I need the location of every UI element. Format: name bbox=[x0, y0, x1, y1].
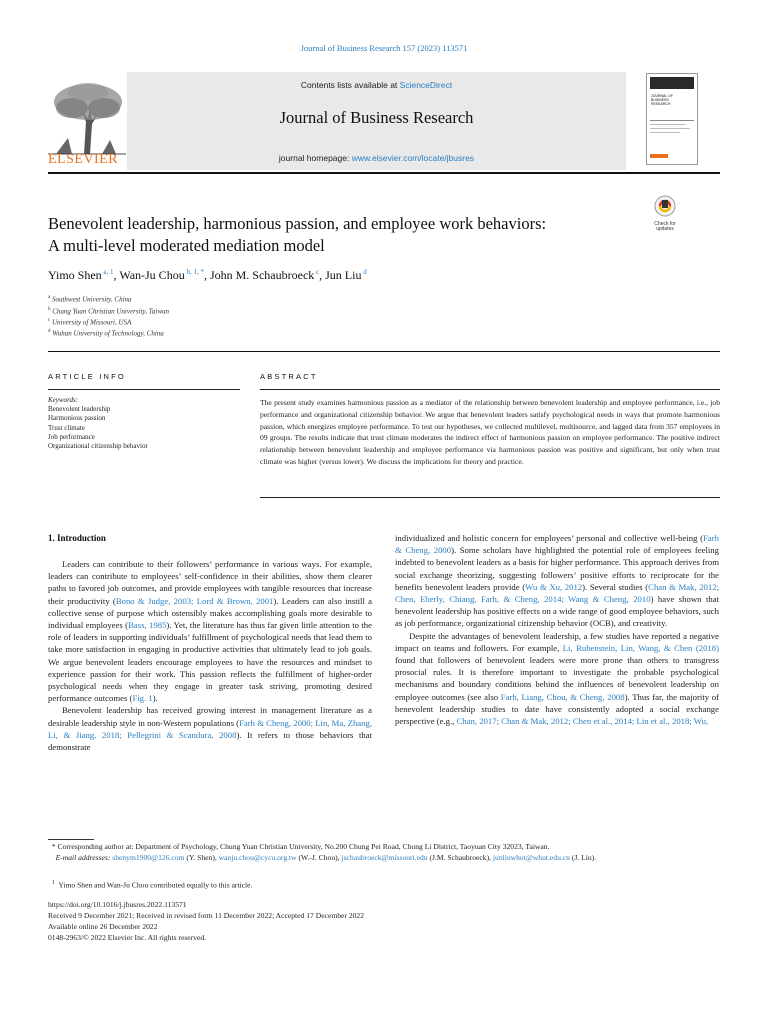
citation-link[interactable]: Wu & Xu, 2012 bbox=[525, 581, 583, 592]
author-list bbox=[48, 268, 367, 283]
email-label: E-mail addresses: bbox=[48, 853, 113, 862]
copyright-line: 0148-2963/© 2022 Elsevier Inc. All rights reserved. bbox=[48, 933, 207, 942]
email-link[interactable]: shenym1900@126.com bbox=[112, 853, 185, 862]
doi-link[interactable]: https://doi.org/10.1016/j.jbusres.2022.113571 bbox=[48, 900, 187, 909]
section-heading-introduction: 1. Introduction bbox=[48, 533, 106, 543]
abstract-text: The present study examines harmonious passion as a mediator of the relationship between benevolent leadership and employee performance, i.e., job performance and organizational citizenship behavior. We argue that benevolent leaders satisfy psychological needs in ways that promote harmonious passion, which energizes employee performance. To test our hypotheses, we collected multilevel, multisource, and lagged data from 357 employees in 09 groups. The results indicate that trust climate moderates the indirect effect of harmonious passion on employee performance. The positive indirect relationship between benevolent leadership and employee performance via harmonious passion was positive and significant, but only when trust climate was higher (versus lower). We discuss the implications for theory and practice. bbox=[260, 398, 720, 466]
author-separator: , bbox=[113, 268, 120, 282]
check-for-updates-badge[interactable] bbox=[650, 195, 680, 231]
affiliation: $^c$ University of Missouri, USA bbox=[48, 318, 132, 327]
cover-title-line: JOURNAL OF bbox=[651, 94, 674, 98]
homepage-link[interactable]: www.elsevier.com/locate/jbusres bbox=[351, 153, 475, 163]
body-text: Benevolent leadership has received growing interest in management literature as a desirable leadership style in non-Western populations ( bbox=[48, 705, 372, 728]
keyword: Job performance bbox=[48, 432, 95, 441]
sciencedirect-link[interactable]: ScienceDirect bbox=[399, 80, 453, 90]
abstract-heading: ABSTRACT bbox=[260, 372, 318, 381]
journal-homepage: journal homepage: www.elsevier.com/locate/jbusres bbox=[278, 153, 475, 163]
received-dates: Received 9 December 2021; Received in revised form 11 December 2022; Accepted 17 December 2022 bbox=[48, 911, 365, 920]
journal-header bbox=[48, 72, 626, 172]
author-affiliation-marker[interactable]: a, 1 bbox=[101, 268, 114, 276]
keywords-label: Keywords: bbox=[48, 396, 79, 404]
citation-link[interactable]: Li, Rubenstein, Lin, Wang, & Chen (2018) bbox=[562, 642, 719, 653]
citation-link[interactable]: Bono & Judge, 2003; Lord & Brown, 2001 bbox=[115, 595, 274, 606]
keyword: Benevolent leadership bbox=[48, 405, 111, 414]
author-name[interactable]: Wan-Ju Chou bbox=[119, 268, 185, 282]
author-separator: , bbox=[203, 268, 210, 282]
author-name[interactable]: Jun Liu bbox=[325, 268, 362, 282]
citation-link[interactable]: Chan, 2017; Chan & Mak, 2012; Chen et al., 2014; Lin et al., 2018; Wu, bbox=[456, 716, 709, 727]
body-text: ). It refers to those behaviors that demonstrate bbox=[48, 729, 372, 753]
header-divider bbox=[48, 172, 720, 174]
keyword: Organizational citizenship behavior bbox=[48, 442, 148, 451]
citation-link[interactable]: Fig. 1 bbox=[132, 693, 153, 704]
author-name[interactable]: John M. Schaubroeck bbox=[209, 268, 315, 282]
email-owner: (J. Liu). bbox=[569, 853, 597, 862]
check-updates-icon bbox=[654, 195, 676, 217]
citation-link[interactable]: Farh & Cheng, 2000 bbox=[395, 533, 719, 556]
abstract-rule bbox=[260, 389, 720, 390]
body-text: individualized and holistic concern for employees’ personal and collective well-being ( bbox=[395, 533, 704, 543]
elsevier-wordmark: ELSEVIER bbox=[48, 152, 119, 167]
body-paragraph bbox=[395, 630, 719, 728]
keyword: Trust climate bbox=[48, 423, 85, 432]
citation-link[interactable]: Chan & Mak, 2012; Chen, Eberly, Chiang, Farh, & Cheng, 2014; Wang & Cheng, 2010 bbox=[395, 581, 720, 605]
email-owner: (J.M. Schaubroeck), bbox=[427, 853, 493, 862]
journal-citation-link[interactable]: Journal of Business Research 157 (2023) 113571 bbox=[300, 43, 468, 53]
body-column-right bbox=[395, 532, 719, 727]
body-paragraph bbox=[395, 532, 719, 630]
cover-title-line: BUSINESS bbox=[651, 98, 669, 102]
journal-cover-thumbnail[interactable] bbox=[646, 73, 698, 165]
abstract-bottom-rule bbox=[260, 497, 720, 498]
body-text: ). Some scholars have highlighted the potential role of employees feeling indebted to benevolent leaders as a basis for higher performance. This approach derives from social exchange theorizing, suggesting followers’ positive efforts to reciprocate for the benefits benevolent leaders provide ( bbox=[395, 545, 719, 592]
author-name[interactable]: Yimo Shen bbox=[48, 268, 102, 282]
journal-header-box bbox=[127, 72, 626, 170]
citation-link[interactable]: Farh & Cheng, 2000; Lin, Ma, Zhang, Li, & Jiang, 2018; Pellegrini & Scandura, 2008 bbox=[48, 717, 372, 740]
body-text: ). bbox=[152, 693, 158, 704]
body-paragraph bbox=[48, 558, 372, 704]
check-updates-label: Check for updates bbox=[654, 221, 676, 232]
affiliation: $^d$ Wuhan University of Technology, China bbox=[48, 329, 164, 338]
title-line-1: Benevolent leadership, harmonious passion, and employee work behaviors: bbox=[48, 214, 547, 233]
corresponding-author-note: * Corresponding author at: Department of Psychology, Chung Yuan Christian University, No.200 Chung Pei Road, Chung Li District, Taoyuan City 32023, Taiwan. bbox=[48, 842, 550, 851]
body-text: ). Thus far, the majority of benevolent leadership studies to date have consistently adopted a social exchange perspective (e.g., bbox=[395, 691, 719, 727]
body-text: found that followers of benevolent leaders were more prone than others to transgress prosocial rules. It is therefore important to investigate the probable psychological mechanisms and boundary conditions behind the influences of benevolent leadership on employee outcomes (see also bbox=[395, 655, 719, 702]
body-text: Despite the advantages of benevolent leadership, a few studies have reported a negative impact on teams and followers. For example, bbox=[395, 630, 719, 653]
body-text: ) have shown that benevolent leadership has positive effects on a wide range of good employee behaviors, such as job performance, organizational citizenship behavior (OCB), and creativity. bbox=[395, 594, 719, 629]
equal-contribution-note: $^1$ Yimo Shen and Wan-Ju Chou contributed equally to this article. bbox=[51, 880, 253, 890]
email-link[interactable]: jschaubroeck@missouri.edu bbox=[341, 853, 428, 862]
body-paragraph bbox=[48, 704, 372, 753]
citation-link[interactable]: Farh, Liang, Chou, & Cheng, 2008 bbox=[500, 691, 625, 702]
author-affiliation-marker[interactable]: c bbox=[314, 268, 320, 276]
article-title bbox=[48, 213, 648, 257]
email-link[interactable]: wanju.chou@cycu.org.tw bbox=[218, 853, 297, 862]
journal-name: Journal of Business Research bbox=[279, 108, 474, 127]
title-line-2: A multi-level moderated mediation model bbox=[48, 236, 325, 255]
affiliation-divider bbox=[48, 351, 720, 352]
email-addresses bbox=[48, 853, 720, 864]
article-info-heading: ARTICLE INFO bbox=[48, 372, 126, 381]
keyword: Harmonious passion bbox=[48, 414, 106, 423]
citation-link[interactable]: Bass, 1985 bbox=[128, 620, 167, 631]
body-column-left bbox=[48, 558, 372, 753]
keywords-block bbox=[48, 396, 238, 451]
author-affiliation-marker[interactable]: b, 1, * bbox=[184, 268, 204, 276]
footnote-divider bbox=[48, 839, 94, 840]
email-link[interactable]: junliuwhut@whut.edu.cn bbox=[492, 853, 570, 862]
body-text: ). Yet, the literature has thus far given little attention to the role of leaders in supporting individuals’ fulfillment of psychological needs that lead them to take more satisfaction in engaging in productive activities that ultimately lead to job goals. We argue benevolent leaders encourage employees to have the resources and mindset to experience passion for their work. This passion reflects the fulfillment of higher-order psychological needs when they engage in greater task striving, promoting desired performance outcomes ( bbox=[48, 620, 372, 704]
email-owner: (W.-J. Chou), bbox=[296, 853, 342, 862]
cover-title-line: RESEARCH bbox=[651, 102, 671, 106]
affiliation: $^b$ Chung Yuan Christian University, Taiwan bbox=[48, 307, 170, 316]
body-text: Leaders can contribute to their followers’ performance in various ways. For example, leaders can contribute to employees’ self-confidence in their abilities, show them clearer paths to favored job outcomes, and provide employees with tangible resources that increase their productivity ( bbox=[48, 559, 372, 606]
available-online-date: Available online 26 December 2022 bbox=[48, 922, 158, 931]
contents-line: Contents lists available at ScienceDirect bbox=[300, 80, 453, 90]
author-affiliation-marker[interactable]: d bbox=[361, 268, 367, 276]
body-text: ). Leaders can also instill a collective sense of purpose which ostensibly makes accomplishing goals more desirable to individual employees ( bbox=[48, 595, 373, 631]
affiliation: $^a$ Southwest University, China bbox=[48, 295, 132, 304]
email-owner: (Y. Shen), bbox=[184, 853, 219, 862]
body-text: ). Several studies ( bbox=[582, 581, 649, 592]
article-info-rule bbox=[48, 389, 240, 390]
author-separator: , bbox=[319, 268, 326, 282]
